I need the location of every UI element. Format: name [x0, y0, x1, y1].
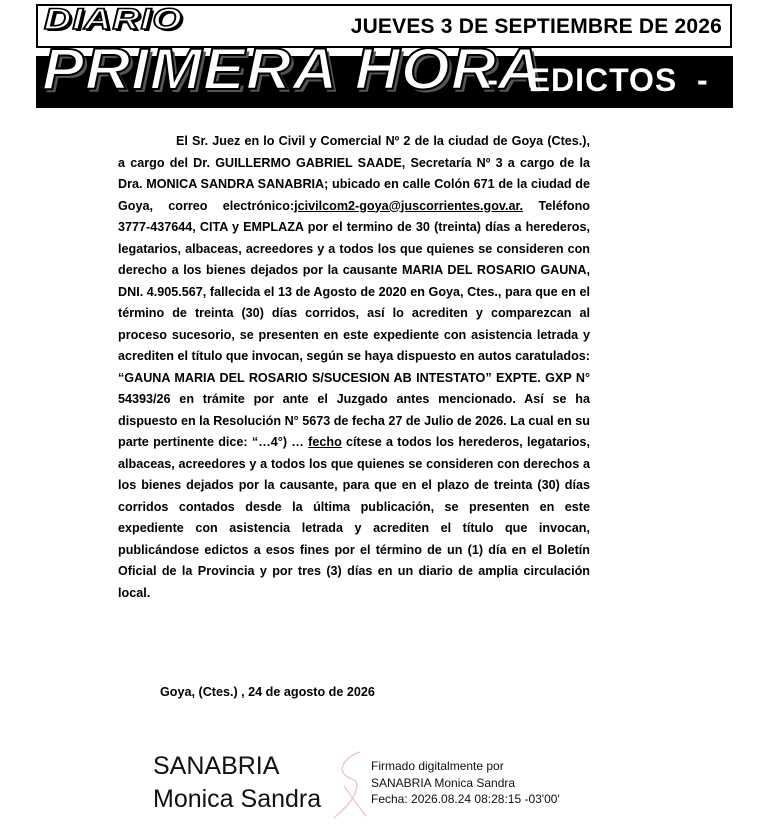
signature-given-names: Monica Sandra	[153, 785, 322, 813]
publication-date: JUEVES 3 DE SEPTIEMBRE DE 2026	[350, 15, 722, 38]
fecho-word: fecho	[308, 435, 342, 449]
signature-details	[371, 758, 560, 808]
newspaper-header	[0, 0, 770, 112]
logo-diario: DIARIO	[44, 3, 183, 36]
signature-date: Fecha: 2026.08.24 08:28:15 -03'00'	[371, 792, 560, 806]
dateline: Goya, (Ctes.) , 24 de agosto de 2026	[160, 685, 375, 699]
digital-signature-mark-icon	[330, 746, 370, 821]
signed-label: Firmado digitalmente por	[371, 759, 504, 773]
edicto-body	[118, 131, 590, 604]
edicto-text-part3: cítese a todos los herederos, legatarios, albaceas, acreedores y a todos los que quienes se consideren con derechos a los bienes dejados por la causante, para que en el plazo de treinta (30) días corridos contados desde la última publicación, se presenten en este expediente con asistencia letrada y acrediten el título que invocan, publicándose edictos a esos fines por el término de un (1) día en el Boletín Oficial de la Provincia y por tres (3) días en un diario de amplia circulación local.	[118, 435, 590, 600]
signature-surname: SANABRIA	[153, 752, 280, 780]
logo-primera-hora: PRIMERA HORA	[42, 37, 544, 102]
edicto-text-part2: Teléfono 3777-437644, CITA y EMPLAZA por el termino de 30 (treinta) días a herederos, legatarios, albaceas, acreedores y a todos los que quienes se consideren con derecho a los bienes dejados por la causante MARIA DEL ROSARIO GAUNA, DNI. 4.905.567, fallecida el 13 de Agosto de 2020 en Goya, Ctes., para que en el término de treinta (30) días corridos, así lo acrediten y comparezcan al proceso sucesorio, se presenten en este expediente con asistencia letrada y acrediten el título que invocan, según se haya dispuesto en autos caratulados: “GAUNA MARIA DEL ROSARIO S/SUCESION AB INTESTATO” EXPTE. GXP N° 54393/26 en trámite por ante el Juzgado antes mencionado. Así se ha dispuesto en la Resolución N° 5673 de fecha 27 de Julio de 2026. La cual en su parte pertinente dice: “…4°) …	[118, 198, 590, 449]
signer-name: SANABRIA Monica Sandra	[371, 775, 516, 790]
signature-name	[153, 750, 321, 816]
section-title: - EDICTOS -	[487, 62, 709, 98]
edicto-text-part1: El Sr. Juez en lo Civil y Comercial Nº 2 de la ciudad de Goya (Ctes.), a cargo del Dr. GUILLERMO GABRIEL SAADE, Secretaría Nº 3 a cargo de la Dra. MONICA SANDRA SANABRIA; ubicado en calle Colón 671 de la ciudad de Goya, correo electrónico:	[118, 134, 590, 213]
court-email-link[interactable]: jcivilcom2-goya@juscorrientes.gov.ar.	[294, 198, 524, 213]
